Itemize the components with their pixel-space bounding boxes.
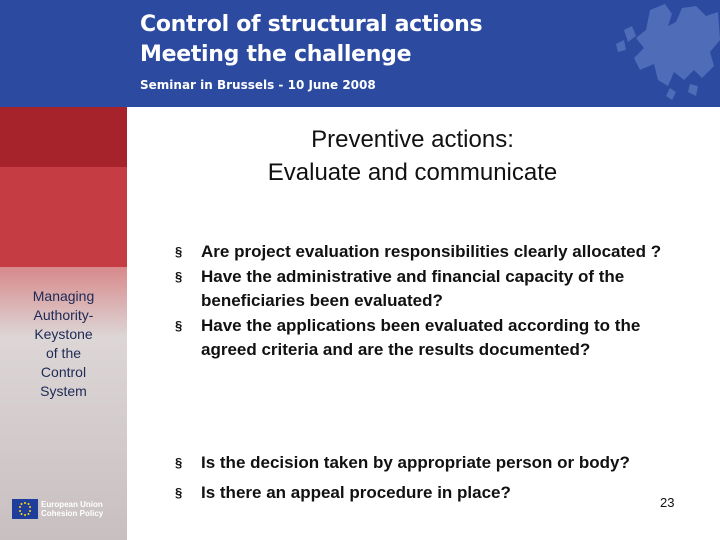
header-title-line2: Meeting the challenge [140, 42, 412, 67]
slide-title-line1: Preventive actions: [311, 126, 514, 153]
slide-title [160, 123, 665, 189]
eu-logo-text [41, 500, 103, 518]
bullet-list-secondary [175, 451, 695, 505]
bullet-item [175, 481, 695, 506]
page-number: 23 [660, 495, 675, 510]
bullet-text: Is the decision taken by appropriate person or body? [201, 453, 630, 472]
header-subtitle: Seminar in Brussels - 10 June 2008 [140, 78, 376, 92]
bullet-item [175, 451, 695, 476]
sidebar-caption-line: Keystone [34, 326, 93, 342]
bullet-marker-icon: § [175, 268, 183, 284]
bullet-list-primary [175, 240, 695, 363]
bullet-text: Have the administrative and financial capacity of the beneficiaries been evaluated? [201, 266, 625, 310]
sidebar-caption-line: Authority- [33, 307, 94, 323]
slide-title-line2: Evaluate and communicate [267, 159, 558, 186]
eu-logo-line2: Cohesion Policy [41, 509, 104, 518]
eu-logo [12, 499, 103, 519]
bullet-item [175, 314, 695, 363]
sidebar-caption-line: System [40, 383, 87, 399]
bullet-text: Have the applications been evaluated according to the agreed criteria and are the results documented? [201, 315, 641, 359]
bullet-marker-icon: § [175, 317, 183, 333]
bullet-text: Is there an appeal procedure in place? [201, 482, 511, 502]
eu-logo-line1: European Union [41, 500, 103, 509]
europe-map-icon [610, 0, 720, 107]
left-sidebar [0, 107, 127, 540]
sidebar-caption-line: of the [45, 345, 82, 361]
header-banner [0, 0, 720, 107]
sidebar-caption-line: Managing [32, 288, 95, 304]
bullet-item [175, 240, 695, 265]
eu-flag-icon [12, 499, 38, 519]
bullet-marker-icon: § [175, 455, 183, 470]
sidebar-caption-line: Control [40, 364, 87, 380]
bullet-marker-icon: § [175, 484, 183, 500]
sidebar-caption [0, 287, 127, 401]
header-title-line1: Control of structural actions [140, 12, 483, 37]
bullet-marker-icon: § [175, 244, 183, 259]
bullet-text: Are project evaluation responsibilities clearly allocated ? [201, 242, 662, 261]
bullet-item [175, 265, 695, 314]
